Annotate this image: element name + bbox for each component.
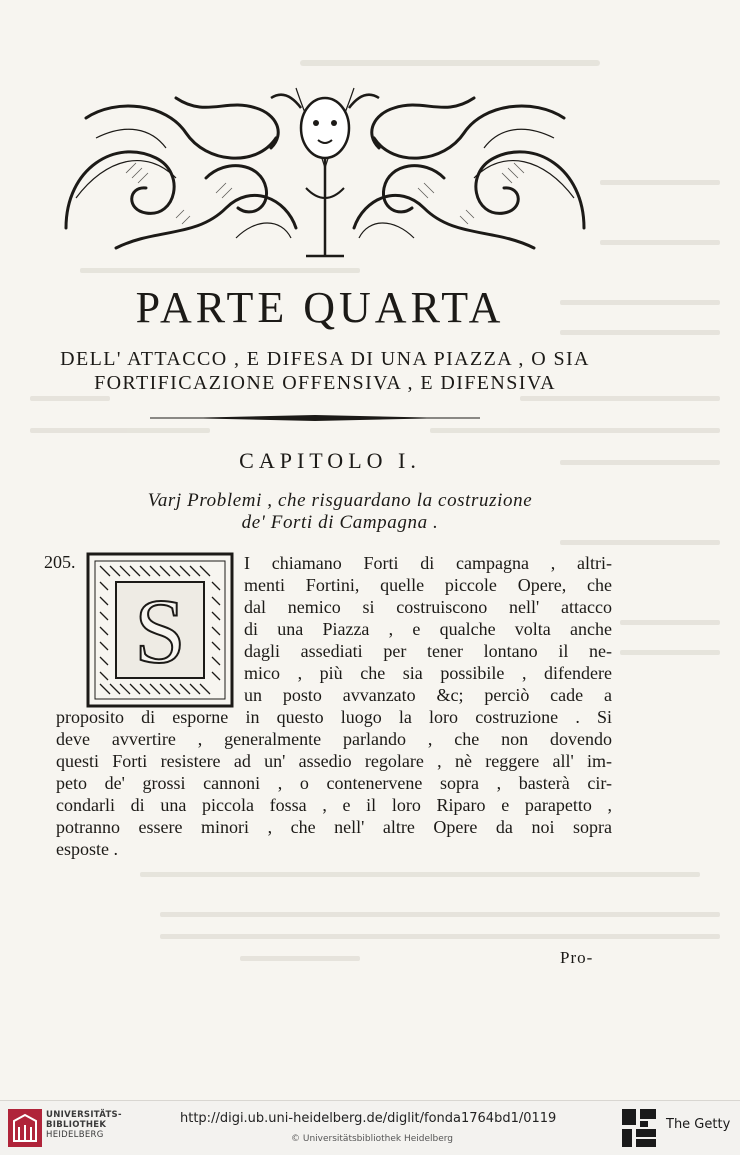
body-line: deve avvertire , generalmente parlando , che non dovendo [56,729,612,749]
body-line: dal nemico si costruiscono nell' attacco [244,597,612,617]
drop-cap-initial [86,552,234,708]
body-line: di una Piazza , e qualche volta anche [244,619,612,639]
getty-logo-icon[interactable] [622,1109,656,1147]
body-line: menti Fortini, quelle piccole Opere, che [244,575,612,595]
body-line: potranno essere minori , che nell' altre Opere da noi sopra [56,817,612,837]
chapter-title-line-2: de' Forti di Campagna . [241,512,439,533]
chapter-title-line-1: Varj Problemi , che risguardano la costruzione [147,490,533,511]
body-line: I chiamano Forti di campagna , altri- [244,553,612,573]
subtitle-line-2: FORTIFICAZIONE OFFENSIVA , E DIFENSIVA [94,372,556,394]
drop-cap-letter: S [134,580,186,682]
institution-line: HEIDELBERG [46,1130,104,1140]
paragraph-number: 205. [44,552,76,572]
university-library-logo-icon[interactable] [8,1109,42,1147]
part-title: PARTE QUARTA [135,283,505,332]
institution-name [46,1110,122,1140]
body-line: peto de' grossi cannoni , o contenervene sopra , basterà cir- [56,773,612,793]
institution-line: UNIVERSITÄTS- [46,1110,122,1120]
institution-line: BIBLIOTHEK [46,1120,107,1130]
viewer-footer [0,1100,740,1155]
body-line: esposte . [56,839,118,859]
partner-name: The Getty [666,1117,731,1132]
subtitle-line-1: DELL' ATTACCO , E DIFESA DI UNA PIAZZA , O SIA [60,348,590,370]
body-line: proposito di esporne in questo luogo la loro costruzione . Si [56,707,612,727]
chapter-heading: CAPITOLO I. [239,448,421,473]
body-line: condarli di una piccola fossa , e il loro Riparo e parapetto , [56,795,612,815]
permalink-url[interactable]: http://digi.ub.uni-heidelberg.de/diglit/fonda1764bd1/0119 [180,1111,557,1126]
body-line: questi Forti resistere ad un' assedio regolare , nè reggere all' im- [56,751,612,771]
body-line: un posto avvanzato &c; perciò cade a [244,685,612,705]
ornamental-headpiece [56,78,594,262]
copyright-notice: © Universitätsbibliothek Heidelberg [291,1134,454,1144]
body-line: dagli assediati per tener lontano il ne- [244,641,612,661]
body-line: mico , più che sia possibile , difendere [244,663,612,683]
decorative-rule [150,414,480,422]
catchword: Pro- [560,948,594,967]
